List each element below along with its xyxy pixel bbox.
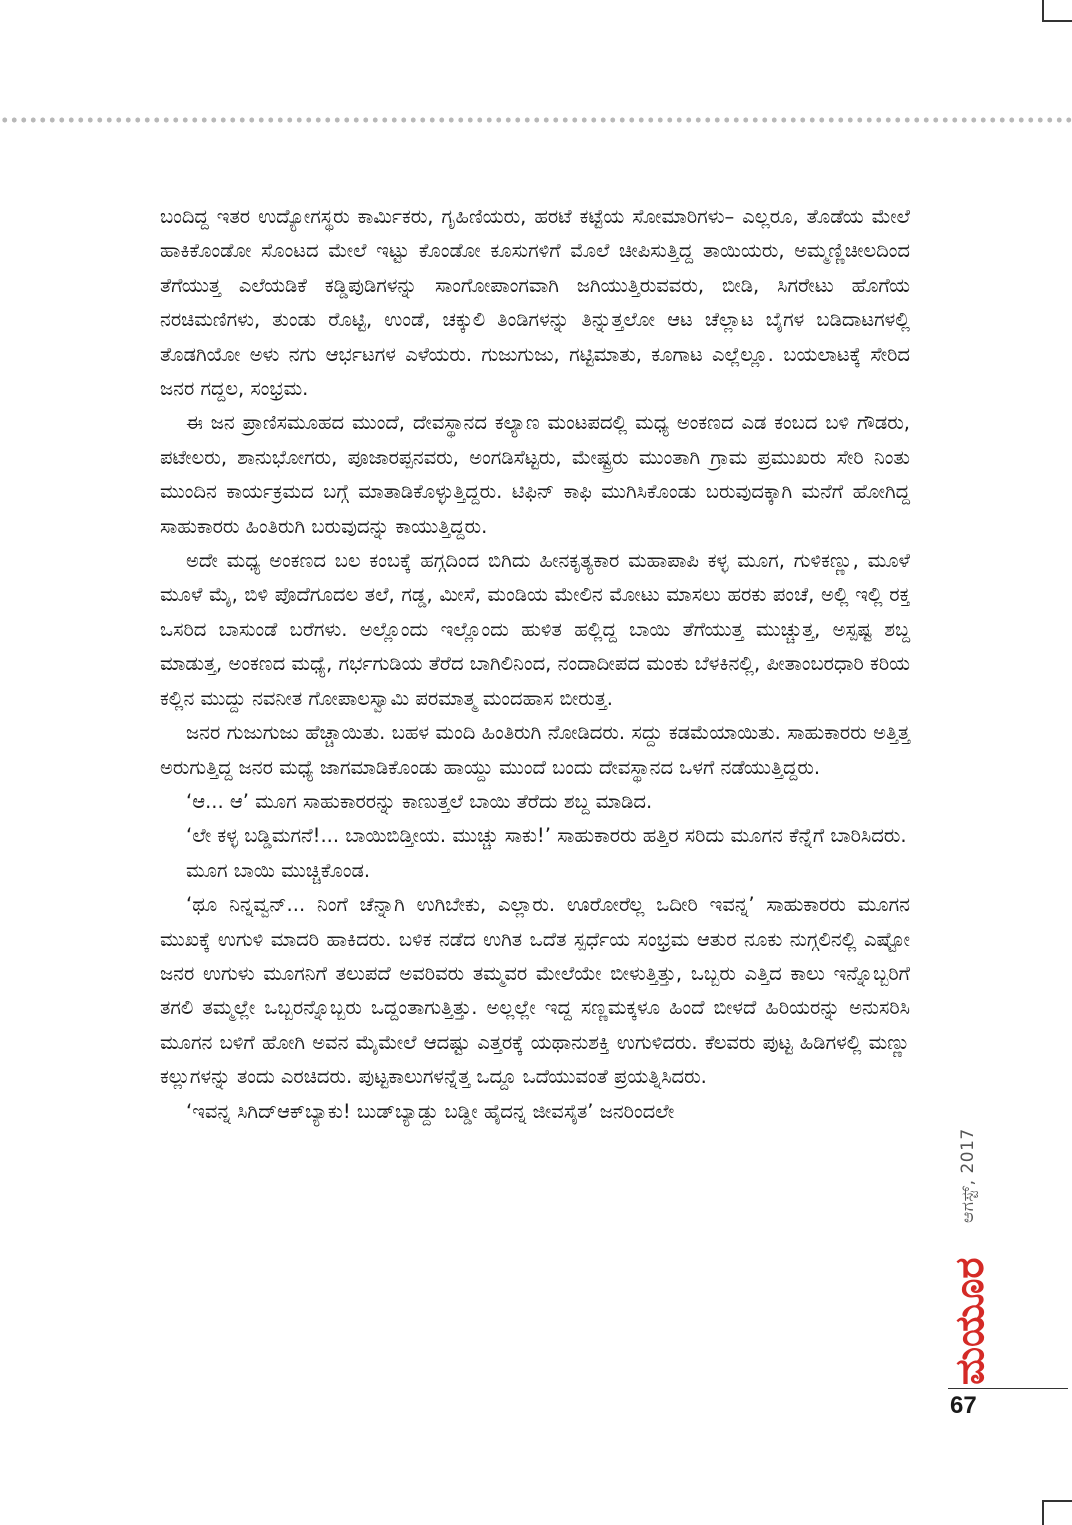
article-paragraph: ಮೂಗ ಬಾಯಿ ಮುಚ್ಚಿಕೊಂಡ. <box>186 858 371 882</box>
article-paragraph: ಈ ಜನ ಪ್ರಾಣಿಸಮೂಹದ ಮುಂದೆ, ದೇವಸ್ಥಾನದ ಕಲ್ಯಾಣ ಮಂಟಪದಲ್ಲಿ ಮಧ್ಯ ಅಂಕಣದ ಎಡ ಕಂಬದ ಬಳಿ ಗೌಡರು, ಪಟೇಲರು, ಶಾನುಭೋಗರು, ಪೂಜಾರಪ್ಪನವರು, ಅಂಗಡಿಸೆಟ್ಟರು, ಮೇಷ್ಟ್ರರು ಮುಂತಾಗಿ ಗ್ರಾಮ ಪ್ರಮುಖರು ಸೇರಿ ನಿಂತು ಮುಂದಿನ ಕಾರ್ಯಕ್ರಮದ ಬಗ್ಗೆ ಮಾತಾಡಿಕೊಳ್ಳುತ್ತಿದ್ದರು. ಟಿಫಿನ್ ಕಾಫಿ ಮುಗಿಸಿಕೊಂಡು ಬರುವುದಕ್ಕಾಗಿ ಮನೆಗೆ ಹೋಗಿದ್ದ ಸಾಹುಕಾರರು ಹಿಂತಿರುಗಿ ಬರುವುದನ್ನು ಕಾಯುತ್ತಿದ್ದರು. <box>160 411 910 538</box>
article-body <box>160 200 910 1129</box>
issue-date: ಆಗಸ್ಟ್, 2017 <box>958 1128 978 1223</box>
article-paragraph: ಜನರ ಗುಜುಗುಜು ಹೆಚ್ಚಾಯಿತು. ಬಹಳ ಮಂದಿ ಹಿಂತಿರುಗಿ ನೋಡಿದರು. ಸದ್ದು ಕಡಮೆಯಾಯಿತು. ಸಾಹುಕಾರರು ಅತ್ತಿತ್ತ ಅರುಗುತ್ತಿದ್ದ ಜನರ ಮಧ್ಯೆ ಜಾಗಮಾಡಿಕೊಂಡು ಹಾಯ್ದು ಮುಂದೆ ಬಂದು ದೇವಸ್ಥಾನದ ಒಳಗೆ ನಡೆಯುತ್ತಿದ್ದರು. <box>160 721 910 779</box>
magazine-logo: ಮಯೂರ <box>947 1257 993 1385</box>
article-paragraph: ‘ಥೂ ನಿನ್ನವ್ವನ್... ನಿಂಗೆ ಚೆನ್ನಾಗಿ ಉಗಿಬೇಕು, ಎಲ್ಲಾರು. ಊರೋರೆಲ್ಲ ಒದೀರಿ ಇವನ್ನ’ ಸಾಹುಕಾರರು ಮೂಗನ ಮುಖಕ್ಕೆ ಉಗುಳಿ ಮಾದರಿ ಹಾಕಿದರು. ಬಳಿಕ ನಡೆದ ಉಗಿತ ಒದೆತ ಸ್ಪರ್ಧೆಯ ಸಂಭ್ರಮ ಆತುರ ನೂಕು ನುಗ್ಗಲಿನಲ್ಲಿ ಎಷ್ಟೋ ಜನರ ಉಗುಳು ಮೂಗನಿಗೆ ತಲುಪದೆ ಅವರಿವರು ತಮ್ಮವರ ಮೇಲೆಯೇ ಬೀಳುತ್ತಿತ್ತು, ಒಬ್ಬರು ಎತ್ತಿದ ಕಾಲು ಇನ್ನೊಬ್ಬರಿಗೆ ತಗಲಿ ತಮ್ಮಲ್ಲೇ ಒಬ್ಬರನ್ನೊಬ್ಬರು ಒದ್ದಂತಾಗುತ್ತಿತ್ತು. ಅಲ್ಲಲ್ಲೇ ಇದ್ದ ಸಣ್ಣಮಕ್ಕಳೂ ಹಿಂದೆ ಬೀಳದೆ ಹಿರಿಯರನ್ನು ಅನುಸರಿಸಿ ಮೂಗನ ಬಳಿಗೆ ಹೋಗಿ ಅವನ ಮೈಮೇಲೆ ಆದಷ್ಟು ಎತ್ತರಕ್ಕೆ ಯಥಾನುಶಕ್ತಿ ಉಗುಳಿದರು. ಕೆಲವರು ಪುಟ್ಟ ಹಿಡಿಗಳಲ್ಲಿ ಮಣ್ಣು ಕಲ್ಲುಗಳನ್ನು ತಂದು ಎರಚಿದರು. ಪುಟ್ಟಕಾಲುಗಳನ್ನೆತ್ತ ಒದ್ದೂ ಒದೆಯುವಂತೆ ಪ್ರಯತ್ನಿಸಿದರು. <box>160 893 910 1089</box>
article-paragraph: ‘ಆ... ಆ’ ಮೂಗ ಸಾಹುಕಾರರನ್ನು ಕಾಣುತ್ತಲೆ ಬಾಯಿ ತೆರೆದು ಶಬ್ದ ಮಾಡಿದ. <box>186 789 653 813</box>
crop-mark-top <box>1042 0 1072 22</box>
article-paragraph: ಬಂದಿದ್ದ ಇತರ ಉದ್ಯೋಗಸ್ಥರು ಕಾರ್ಮಿಕರು, ಗೃಹಿಣಿಯರು, ಹರಟೆ ಕಟ್ಟೆಯ ಸೋಮಾರಿಗಳು– ಎಲ್ಲರೂ, ತೊಡೆಯ ಮೇಲೆ ಹಾಕಿಕೊಂಡೋ ಸೊಂಟದ ಮೇಲೆ ಇಟ್ಟು ಕೊಂಡೋ ಕೂಸುಗಳಿಗೆ ಮೊಲೆ ಚೀಪಿಸುತ್ತಿದ್ದ ತಾಯಿಯರು, ಅಮ್ಮಣ್ಣಿಚೀಲದಿಂದ ತೆಗೆಯುತ್ತ ಎಲೆಯಡಿಕೆ ಕಡ್ಡಿಪುಡಿಗಳನ್ನು ಸಾಂಗೋಪಾಂಗವಾಗಿ ಜಗಿಯುತ್ತಿರುವವರು, ಬೀಡಿ, ಸಿಗರೇಟು ಹೊಗೆಯ ನರಚಿಮಣಿಗಳು, ತುಂಡು ರೊಟ್ಟಿ, ಉಂಡೆ, ಚಕ್ಕುಲಿ ತಿಂಡಿಗಳನ್ನು ತಿನ್ನುತ್ತಲೋ ಆಟ ಚೆಲ್ಲಾಟ ಬೈಗಳ ಬಡಿದಾಟಗಳಲ್ಲಿ ತೊಡಗಿಯೋ ಅಳು ನಗು ಆರ್ಭಟಗಳ ಎಳೆಯರು. ಗುಜುಗುಜು, ಗಟ್ಟಿಮಾತು, ಕೂಗಾಟ ಎಲ್ಲೆಲ್ಲೂ. ಬಯಲಾಟಕ್ಕೆ ಸೇರಿದ ಜನರ ಗದ್ದಲ, ಸಂಭ್ರಮ. <box>160 205 910 401</box>
page-number: 67 <box>950 1392 977 1419</box>
dotted-divider <box>0 117 1072 123</box>
article-paragraph: ‘ಲೇ ಕಳ್ಳ ಬಡ್ಡಿಮಗನೆ!... ಬಾಯಿಬಿಡ್ತೀಯ. ಮುಚ್ಚು ಸಾಕು!’ ಸಾಹುಕಾರರು ಹತ್ತಿರ ಸರಿದು ಮೂಗನ ಕೆನ್ನೆಗೆ ಬಾರಿಸಿದರು. <box>186 824 907 848</box>
crop-mark-bottom <box>1042 1500 1072 1525</box>
page-number-rule <box>948 1388 1068 1389</box>
article-paragraph: ‘ಇವನ್ನ ಸಿಗಿದ್‌ಆಕ್‌ಬ್ಯಾಕು! ಬುಡ್‌ಬ್ಯಾಡ್ದು ಬಡ್ಡೀ ಹೈದನ್ನ ಜೀವಸೈತ’ ಜನರಿಂದಲೇ <box>186 1099 675 1123</box>
article-paragraph: ಅದೇ ಮಧ್ಯ ಅಂಕಣದ ಬಲ ಕಂಬಕ್ಕೆ ಹಗ್ಗದಿಂದ ಬಿಗಿದು ಹೀನಕೃತ್ಯಕಾರ ಮಹಾಪಾಪಿ ಕಳ್ಳ ಮೂಗ, ಗುಳಿಕಣ್ಣು, ಮೂಳೆ ಮೂಳೆ ಮೈ, ಬಿಳಿ ಪೊದೆಗೂದಲ ತಲೆ, ಗಡ್ಡ, ಮೀಸೆ, ಮಂಡಿಯ ಮೇಲಿನ ಮೋಟು ಮಾಸಲು ಹರಕು ಪಂಚೆ, ಅಲ್ಲಿ ಇಲ್ಲಿ ರಕ್ತ ಒಸರಿದ ಬಾಸುಂಡೆ ಬರೆಗಳು. ಅಲ್ಲೊಂದು ಇಲ್ಲೊಂದು ಹುಳಿತ ಹಲ್ಲಿದ್ದ ಬಾಯಿ ತೆಗೆಯುತ್ತ ಮುಚ್ಚುತ್ತ, ಅಸ್ಪಷ್ಟ ಶಬ್ದ ಮಾಡುತ್ತ, ಅಂಕಣದ ಮಧ್ಯೆ, ಗರ್ಭಗುಡಿಯ ತೆರೆದ ಬಾಗಿಲಿನಿಂದ, ನಂದಾದೀಪದ ಮಂಕು ಬೆಳಕಿನಲ್ಲಿ, ಪೀತಾಂಬರಧಾರಿ ಕರಿಯ ಕಲ್ಲಿನ ಮುದ್ದು ನವನೀತ ಗೋಪಾಲಸ್ವಾಮಿ ಪರಮಾತ್ಮ ಮಂದಹಾಸ ಬೀರುತ್ತ. <box>160 549 910 710</box>
